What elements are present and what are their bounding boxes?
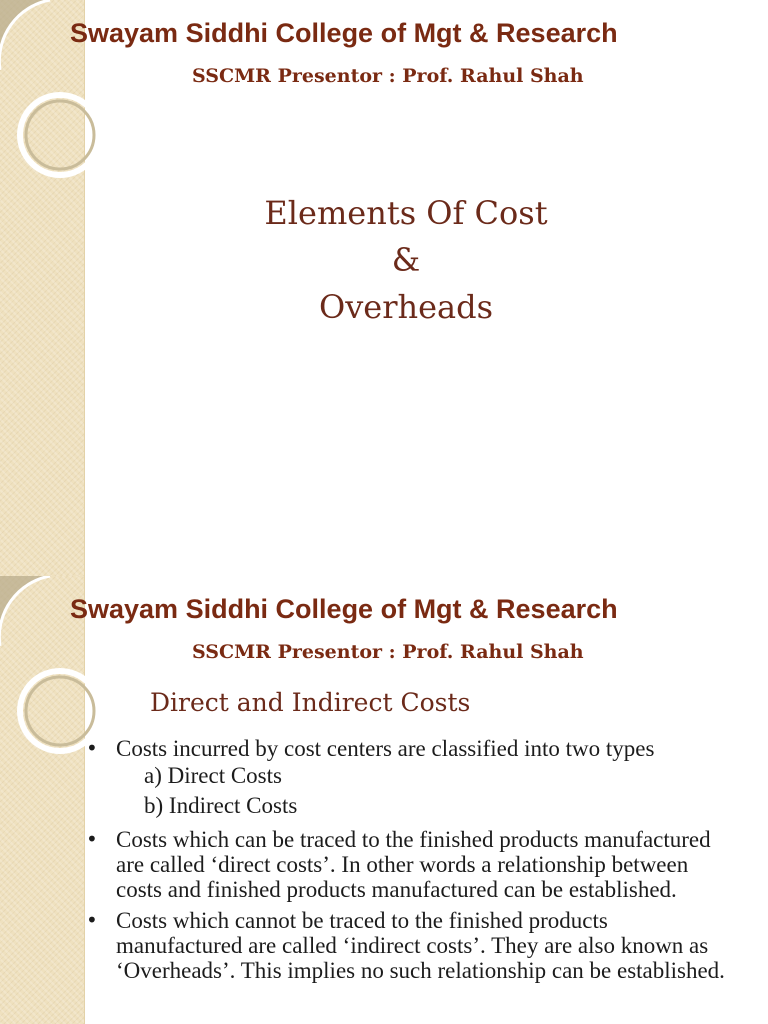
sub-item: a) Direct Costs: [144, 763, 282, 788]
main-title-line-1: Elements Of Cost: [264, 194, 548, 232]
college-title: Swayam Siddhi College of Mgt & Research: [70, 18, 618, 48]
bullet-list: [86, 736, 726, 989]
college-title: Swayam Siddhi College of Mgt & Research: [70, 594, 618, 624]
bullet-icon: •: [86, 736, 98, 760]
list-item: [86, 736, 726, 821]
main-title: [200, 190, 612, 331]
slide-2: [0, 576, 768, 1024]
main-title-line-2: &: [391, 241, 421, 279]
bullet-text: Costs which can be traced to the finished products manufactured are called ‘direct costs’. In other words a relationship between costs and finished products manufactured can be established.: [116, 827, 711, 902]
bullet-icon: •: [86, 827, 98, 851]
main-title-line-3: Overheads: [318, 288, 494, 326]
list-item: [86, 908, 726, 983]
section-heading: Direct and Indirect Costs: [150, 688, 471, 717]
list-item: [86, 827, 726, 902]
presenter-line: SSCMR Presentor : Prof. Rahul Shah: [192, 641, 584, 663]
bullet-text: Costs incurred by cost centers are classified into two types: [116, 736, 655, 761]
bullet-text: Costs which cannot be traced to the finished products manufactured are called ‘indirect costs’. They are also known as ‘Overheads’. This implies no such relationship can be established.: [116, 908, 725, 983]
bullet-icon: •: [86, 908, 98, 932]
sub-item: b) Indirect Costs: [144, 793, 298, 818]
presenter-line: SSCMR Presentor : Prof. Rahul Shah: [192, 65, 584, 87]
